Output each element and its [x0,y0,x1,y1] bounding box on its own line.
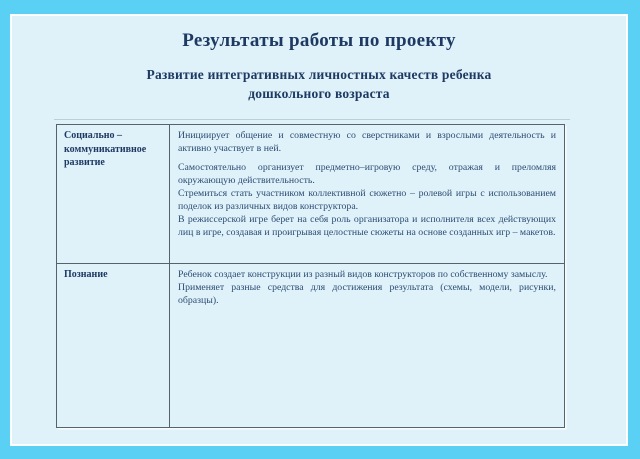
table-paragraph: Применяет разные средства для достижения результата (схемы, модели, рисунки, образцы). [178,282,556,306]
table-cell-category-cognition: Познание [57,264,170,427]
slide-subtitle-line2: дошкольного возраста [248,86,390,101]
table-cell-description-cognition [170,264,564,427]
slide-subtitle [12,65,626,103]
table-cell-category-social-communicative: Социально – коммуникативное развитие [57,125,170,264]
results-table [56,124,565,428]
table-paragraph: Стремиться стать участником коллективной сюжетно – ролевой игры с использованием поделок из различных видов конструктора. [178,188,556,212]
table-paragraph: Ребенок создает конструкции из разный видов конструкторов по собственному замыслу. [178,269,548,280]
table-paragraph: В режиссерской игре берет на себя роль организатора и исполнителя всех действующих лиц в игре, создавая и проигрывая целостные сюжеты на основе созданных игр – макетов. [178,214,556,238]
table-cell-description-social-communicative [170,125,564,264]
slide [10,14,628,446]
table-paragraph: Инициирует общение и совместную со сверстниками и взрослыми деятельность и активно участвует в ней. [178,130,556,154]
slide-title: Результаты работы по проекту [182,30,456,51]
table-top-rule [54,119,570,120]
table-paragraph: Самостоятельно организует предметно–игровую среду, отражая и преломляя окружающую действительность. [178,162,556,186]
slide-subtitle-line1: Развитие интегративных личностных качеств ребенка [146,67,492,82]
